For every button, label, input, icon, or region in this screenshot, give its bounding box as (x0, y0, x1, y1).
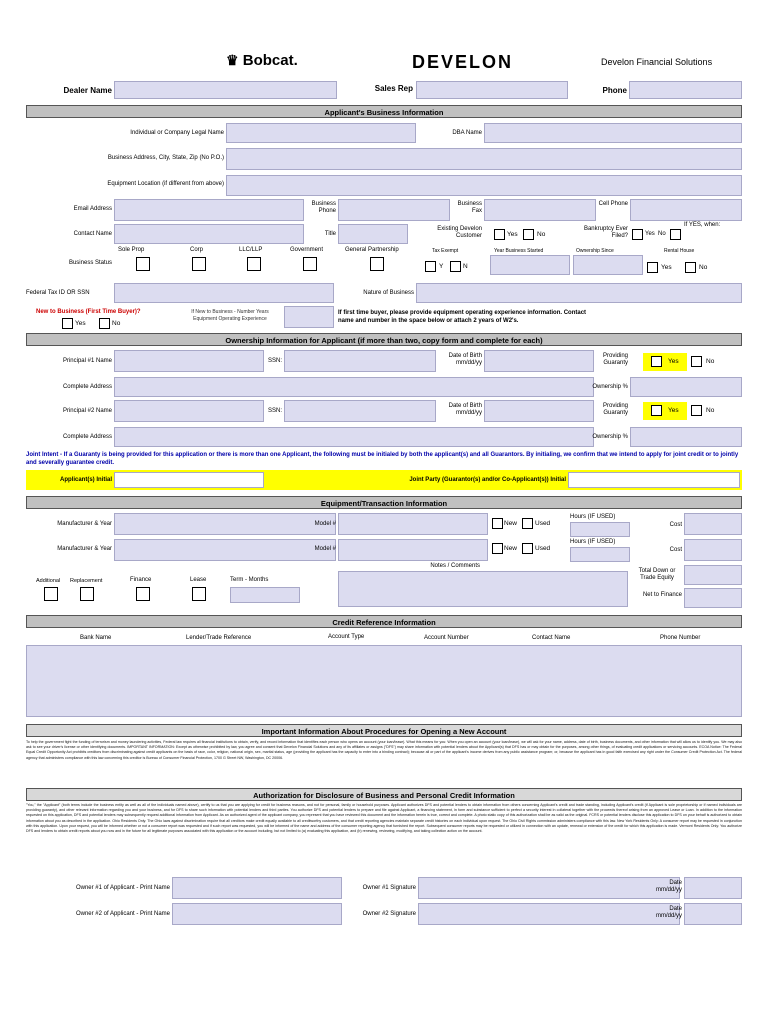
fed-tax-label: Federal Tax ID OR SSN (26, 290, 90, 296)
ssn1-label: SSN: (267, 358, 282, 364)
complete-address2-label: Complete Address (62, 434, 112, 440)
contact-name-label: Contact Name (73, 231, 112, 237)
tax-exempt-y-checkbox[interactable] (425, 261, 436, 272)
ownership-pct1-label: Ownership % (592, 384, 628, 390)
corp-checkbox[interactable] (192, 257, 206, 271)
bankruptcy-label: Bankruptcy Ever Filed? (583, 226, 628, 239)
sole-prop-label: Sole Prop (118, 247, 145, 253)
ssn2-field[interactable] (284, 400, 436, 422)
manufacturer1-label: Manufacturer & Year (57, 521, 112, 527)
hours2-label: Hours (IF USED) (570, 539, 616, 545)
used1-label: Used (535, 520, 551, 527)
additional-checkbox[interactable] (44, 587, 58, 601)
used2-label: Used (535, 545, 551, 552)
owner2-sig-field[interactable] (418, 903, 680, 925)
ssn1-field[interactable] (284, 350, 436, 372)
tax-exempt-n-label: N (463, 263, 468, 270)
cost2-label: Cost (669, 547, 682, 553)
new2-label: New (504, 545, 518, 552)
owner2-sig-label: Owner #2 Signature (362, 911, 416, 917)
cell-phone-field[interactable] (630, 199, 742, 221)
model1-field[interactable] (338, 513, 488, 535)
business-fax-field[interactable] (484, 199, 596, 221)
applicant-initial-label: Applicant(s) Initial (59, 477, 112, 483)
bank-name-header: Bank Name (80, 635, 112, 641)
owner1-sig-field[interactable] (418, 877, 680, 899)
bankruptcy-no-label: No (658, 231, 666, 237)
rental-house-label: Rental House (664, 248, 695, 254)
owner1-name-field[interactable] (172, 877, 342, 899)
guaranty1-yes-checkbox[interactable] (651, 356, 662, 367)
contact-name-header: Contact Name (532, 635, 571, 641)
government-checkbox[interactable] (303, 257, 317, 271)
llc-checkbox[interactable] (247, 257, 261, 271)
guaranty1-highlight (643, 353, 687, 371)
notes-label: Notes / Comments (430, 563, 480, 569)
first-time-note: If first time buyer, please provide equipment operating experience information. Contact name and number in the space below or attach 2 years of W2's. (338, 310, 587, 324)
business-fax-label: Business Fax (457, 201, 482, 214)
existing-no-label: No (537, 231, 546, 238)
new-no-label: No (112, 320, 121, 327)
sole-prop-checkbox[interactable] (136, 257, 150, 271)
llc-label: LLC/LLP (239, 247, 263, 253)
principal2-label: Principal #2 Name (62, 408, 112, 414)
section-important: Important Information About Procedures for Opening a New Account (26, 724, 742, 737)
net-finance-label: Net to Finance (642, 592, 682, 598)
complete-address1-label: Complete Address (62, 384, 112, 390)
tax-exempt-label: Tax Exempt (432, 248, 459, 254)
replacement-label: Replacement (70, 578, 103, 584)
dob2-label: Date of Birth mm/dd/yy (448, 403, 482, 416)
dob1-label: Date of Birth mm/dd/yy (448, 353, 482, 366)
guaranty2-label: Providing Guaranty (602, 403, 628, 416)
guaranty2-highlight (643, 402, 687, 420)
ownership-pct2-field[interactable] (630, 427, 742, 447)
new-to-business-label: New to Business (First Time Buyer)? (36, 309, 141, 315)
address-field[interactable] (226, 148, 742, 170)
finance-checkbox[interactable] (136, 587, 150, 601)
important-text: To help the government fight the funding of terrorism and money laundering activities, Federal law requires all financial institutions to obtain, verify, and record information that identifies each person who opens an account (your loan/lease). What this means for you: When you open an account (your loan/lease), we will ask for your name, address, date of birth, business documents, and other information that will allow us to identify you. We may also ask to see your driver's license or other identifying documents. IMPORTANT INFORMATION: Except as otherwise prohibited by law, you agree and consent that Develon Financial Solutions and any of its affiliates or assigns ("DFS") may share information with potential lenders about the Applicant(s) that DFS has or may obtain for the purposes, among other things, of evaluating credit applications or servicing accounts. ECOA Notice: The Federal Equal Credit Opportunity Act prohibits creditors from discriminating against credit applicants on the basis of race, color, religion, national origin, sex, marital status, age (providing the applicant has the capacity to enter into a binding contract); because all or part of the applicant's income derives from any public assistance program; or, because the applicant has in good faith exercised any right under the Consumer Credit Protection Act. The federal agency that administers compliance with this law concerning this creditor is Bureau of Consumer Financial Protection, 1700 G Street NW, Washington, DC 20006. (26, 740, 742, 760)
net-finance-field[interactable] (684, 588, 742, 608)
model2-field[interactable] (338, 539, 488, 561)
new1-checkbox[interactable] (492, 518, 503, 529)
nature-field[interactable] (416, 283, 742, 303)
credit-ref-grid[interactable] (26, 645, 742, 717)
if-yes-when-label: If YES, when: (684, 222, 721, 228)
existing-customer-no-checkbox[interactable] (523, 229, 534, 240)
legal-name-label: Individual or Company Legal Name (130, 130, 224, 136)
address-label: Business Address, City, State, Zip (No P.O.) (107, 155, 224, 161)
nature-label: Nature of Business (363, 290, 414, 296)
corp-label: Corp (190, 247, 204, 253)
term-field[interactable] (230, 587, 300, 603)
used1-checkbox[interactable] (522, 518, 533, 529)
used2-checkbox[interactable] (522, 543, 533, 554)
date1-field[interactable] (684, 877, 742, 899)
lender-header: Lender/Trade Reference (186, 635, 252, 641)
if-new-label: If New to Business - Number Years Equipment Operating Experience (191, 309, 269, 322)
guaranty1-no-label: No (706, 358, 715, 365)
phone-label: Phone (602, 86, 627, 95)
guaranty2-no-checkbox[interactable] (691, 405, 702, 416)
equip-location-field[interactable] (226, 175, 742, 196)
business-phone-label: Business Phone (311, 201, 336, 214)
hours2-field[interactable] (570, 547, 630, 562)
additional-label: Additional (36, 578, 61, 584)
new1-label: New (504, 520, 518, 527)
existing-customer-label: Existing Develon Customer (437, 226, 482, 239)
dob2-field[interactable] (484, 400, 594, 422)
owner2-name-field[interactable] (172, 903, 342, 925)
owner2-name-label: Owner #2 of Applicant - Print Name (75, 911, 170, 917)
section-ownership: Ownership Information for Applicant (if more than two, copy form and complete for each) (26, 333, 742, 346)
business-status-label: Business Status (68, 260, 112, 266)
email-field[interactable] (114, 199, 304, 221)
year-started-label: Year Business Started (494, 248, 544, 254)
existing-yes-label: Yes (507, 231, 518, 238)
new-to-business-yes-checkbox[interactable] (62, 318, 73, 329)
hours1-field[interactable] (570, 522, 630, 537)
date2-field[interactable] (684, 903, 742, 925)
authorization-text: "You," the "Applicant" (both terms include the business entity as well as all of the individuals named above), certify to us that you are applying for credit for business reasons, and not for personal, family or household purposes. Applicant authorizes DFS and potential lenders to obtain information from others concerning Applicant's credit and trade standing, including Applicant's credit (if Applicant is sole proprietorship or if named individuals are providing guaranty), and other relevant information regarding you and your business, and for DFS to share such information with potential lenders and third parties. You authorize DFS and potential lenders to prepare and file against Applicant, a financing statement, in form and substance sufficient to perfect a security interest in collateral together with the proceeds thereof arising from an approved Lease or Loan. In addition to the information requested on this application, DFS and potential lenders may subsequently request additional information from Applicant. As an authorized agent of the applicant company, you represent that you have reviewed this document and the information herein is true, correct and complete. A photo static copy of this authorization shall be as valid as the original. FCRS or potential lenders disclose this application to DFS on your behalf is authorized to obtain information about you as described in the application. Ohio Residents Only: The Ohio laws against discrimination require that all creditors make credit equally available to all creditworthy customers, and that credit reporting agencies maintain separate credit histories on each individual upon request. The Ohio Civil Rights commission administers compliance with this law. New York Residents Only: A consumer report may be requested in conjunction with this application. Upon your request, you will be informed whether or not a consumer report was requested and if such report was requested, you will be informed of the name and address of the consumer reporting agency that furnished the report. Subsequent consumer reports may be requested or utilized in connection with an update, renewal or extension of the credit for which this application is made. Vermont Residents Only: You authorize DFS and lenders to obtain credit reports about you now and in the future for all legitimate purposes associated with this application or the account including, but not limited to (a) evaluating this application, and (b) renewing, reviewing, modifying, and taking collection action on the account. (26, 803, 742, 834)
bankruptcy-yes-checkbox[interactable] (632, 229, 643, 240)
dealer-name-field[interactable] (114, 81, 337, 99)
finance-label: Finance (130, 577, 152, 583)
bobcat-logo: ♛ Bobcat. (226, 52, 298, 69)
section-business: Applicant's Business Information (26, 105, 742, 118)
tax-exempt-n-checkbox[interactable] (450, 261, 461, 272)
joint-intent-text: Joint Intent - If a Guaranty is being provided for this application or there is more than one Applicant, the following must be initialed by both the applicant(s) and all Guarantors. By initialing, we confirm that we intend to apply for joint credit or to jointly and severally guarantee credit. (26, 452, 739, 466)
ownership-pct2-label: Ownership % (592, 434, 628, 440)
bankruptcy-no-checkbox[interactable] (670, 229, 681, 240)
total-down-label: Total Down or Trade Equity (638, 568, 676, 581)
title-field[interactable] (338, 224, 408, 244)
experience-years-field[interactable] (284, 306, 334, 328)
business-phone-field[interactable] (338, 199, 450, 221)
company-name: Develon Financial Solutions (601, 57, 713, 67)
phone-field[interactable] (629, 81, 742, 99)
applicant-initial-field[interactable] (114, 472, 264, 488)
section-credit: Credit Reference Information (26, 615, 742, 628)
ownership-since-field[interactable] (573, 255, 643, 275)
title-label: Title (324, 231, 336, 237)
fed-tax-field[interactable] (114, 283, 334, 303)
notes-field[interactable] (338, 571, 628, 607)
guaranty2-no-label: No (706, 407, 715, 414)
dba-label: DBA Name (452, 130, 482, 136)
complete-address2-field[interactable] (114, 427, 594, 447)
contact-name-field[interactable] (114, 224, 304, 244)
account-type-header: Account Type (328, 634, 365, 640)
new-to-business-no-checkbox[interactable] (99, 318, 110, 329)
rental-no-label: No (699, 264, 708, 271)
lease-label: Lease (190, 577, 207, 583)
section-equipment: Equipment/Transaction Information (26, 496, 742, 509)
term-label: Term - Months (230, 577, 269, 583)
principal1-field[interactable] (114, 350, 264, 372)
guaranty1-yes-label: Yes (668, 358, 679, 365)
general-partnership-label: General Partnership (345, 247, 399, 253)
cost2-field[interactable] (684, 539, 742, 561)
principal1-label: Principal #1 Name (62, 358, 112, 364)
bankruptcy-yes-label: Yes (645, 231, 655, 237)
joint-party-label: Joint Party (Guarantor(s) and/or Co-Applicant(s)) Initial (409, 477, 566, 483)
dob1-field[interactable] (484, 350, 594, 372)
existing-customer-yes-checkbox[interactable] (494, 229, 505, 240)
section-authorization: Authorization for Disclosure of Business and Personal Credit Information (26, 788, 742, 801)
principal2-field[interactable] (114, 400, 264, 422)
bobcat-animal-icon: ♛ (226, 52, 239, 68)
legal-name-field[interactable] (226, 123, 416, 143)
phone-number-header: Phone Number (660, 635, 701, 641)
email-label: Email Address (73, 206, 112, 212)
cell-phone-label: Cell Phone (598, 201, 628, 207)
model1-label: Model # (314, 521, 336, 527)
rental-yes-checkbox[interactable] (647, 262, 658, 273)
new2-checkbox[interactable] (492, 543, 503, 554)
model2-label: Model # (314, 546, 336, 552)
equip-location-label: Equipment Location (if different from above) (107, 181, 224, 187)
dba-field[interactable] (484, 123, 742, 143)
guaranty2-yes-checkbox[interactable] (651, 405, 662, 416)
cost1-field[interactable] (684, 513, 742, 535)
new-yes-label: Yes (75, 320, 86, 327)
dealer-name-label: Dealer Name (63, 86, 112, 95)
date2-label: Date mm/dd/yy (655, 906, 682, 919)
ssn2-label: SSN: (267, 408, 282, 414)
joint-party-field[interactable] (568, 472, 740, 488)
guaranty2-yes-label: Yes (668, 407, 679, 414)
owner1-sig-label: Owner #1 Signature (362, 885, 416, 891)
ownership-pct1-field[interactable] (630, 377, 742, 397)
ownership-since-label: Ownership Since (576, 248, 614, 254)
year-started-field[interactable] (490, 255, 570, 275)
lease-checkbox[interactable] (192, 587, 206, 601)
total-down-field[interactable] (684, 565, 742, 585)
hours1-label: Hours (IF USED) (570, 514, 616, 520)
develon-logo: DEVELON (412, 52, 514, 72)
complete-address1-field[interactable] (114, 377, 594, 397)
sales-rep-field[interactable] (416, 81, 568, 99)
date1-label: Date mm/dd/yy (655, 880, 682, 893)
guaranty1-label: Providing Guaranty (602, 353, 628, 366)
general-partnership-checkbox[interactable] (370, 257, 384, 271)
tax-exempt-y-label: Y (439, 263, 444, 270)
cost1-label: Cost (669, 522, 682, 528)
sales-rep-label: Sales Rep (374, 84, 413, 93)
owner1-name-label: Owner #1 of Applicant - Print Name (75, 885, 170, 891)
replacement-checkbox[interactable] (80, 587, 94, 601)
rental-no-checkbox[interactable] (685, 262, 696, 273)
account-number-header: Account Number (424, 635, 469, 641)
government-label: Government (290, 247, 324, 253)
rental-yes-label: Yes (661, 264, 672, 271)
manufacturer2-label: Manufacturer & Year (57, 546, 112, 552)
guaranty1-no-checkbox[interactable] (691, 356, 702, 367)
